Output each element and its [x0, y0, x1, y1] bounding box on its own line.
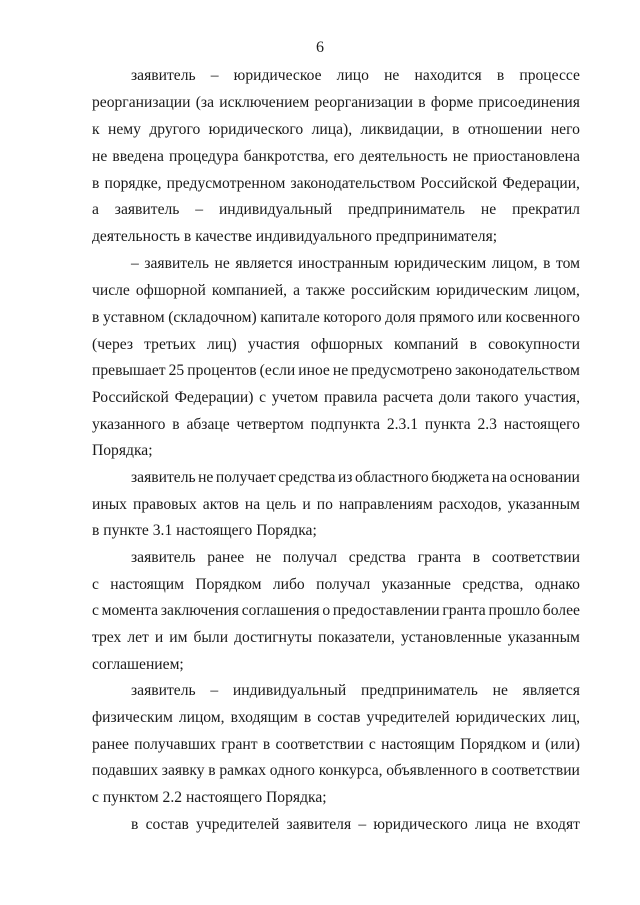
word: заключения: [160, 602, 239, 619]
word: в: [543, 255, 551, 272]
word: грант: [221, 736, 258, 753]
word: Российской: [92, 389, 169, 406]
word: основании: [509, 469, 580, 486]
word: индивидуальный: [232, 682, 347, 699]
text-line: [92, 281, 580, 301]
word: в: [418, 94, 426, 111]
word: а: [92, 201, 99, 218]
word: участия,: [524, 389, 580, 406]
word: (или): [545, 736, 580, 753]
word: числе: [92, 282, 130, 299]
word: –: [195, 201, 204, 218]
word: доли: [438, 389, 471, 406]
word: процессе: [519, 67, 580, 84]
word: установленные: [400, 629, 502, 646]
word: юридическое: [233, 67, 322, 84]
word: компанией,: [211, 282, 288, 299]
text-line: [92, 601, 580, 621]
word: учредителей: [196, 816, 280, 833]
word: получал: [316, 576, 371, 593]
word: учетом: [271, 389, 319, 406]
word: заявку: [161, 762, 205, 779]
text-line: [92, 147, 580, 167]
word: 2.3.1: [386, 416, 419, 433]
word: Федерации,: [502, 175, 580, 192]
word: законодательством: [290, 175, 416, 192]
word: указанным: [507, 496, 580, 513]
word: Федерации): [174, 389, 254, 406]
word: его: [333, 148, 355, 165]
word: с: [368, 736, 376, 753]
word: не: [480, 201, 497, 218]
text-line: [92, 575, 580, 595]
text-line: [131, 815, 580, 835]
word: –: [210, 67, 219, 84]
word: состав: [145, 816, 189, 833]
word: подпункта: [310, 416, 381, 433]
word: офшорных: [310, 336, 383, 353]
word: настоящего: [503, 416, 580, 433]
word: лицом,: [491, 255, 538, 272]
word: реорганизации: [92, 94, 191, 111]
word: правила: [323, 389, 378, 406]
word: не: [513, 816, 529, 833]
word: в: [480, 762, 489, 779]
word: более: [542, 602, 580, 619]
text-line: [92, 708, 580, 728]
word: российским: [351, 282, 431, 299]
word: на: [244, 496, 261, 513]
word: соответствии: [275, 736, 364, 753]
word: рамках: [219, 762, 267, 779]
word: заявитель: [131, 682, 196, 699]
word: другого: [149, 121, 201, 138]
word: лицом,: [534, 282, 580, 299]
word: актов: [202, 496, 239, 513]
text-line: [131, 681, 580, 701]
word: в: [452, 121, 460, 138]
word: реорганизации: [314, 94, 413, 111]
word: предоставлении: [332, 602, 440, 619]
text-line: [131, 548, 580, 568]
word: третьих: [144, 336, 196, 353]
word: заявитель: [144, 255, 209, 272]
word: приостановлена: [473, 148, 580, 165]
word: и: [154, 629, 164, 646]
word: банкротства,: [243, 148, 329, 165]
word: находится: [414, 67, 482, 84]
word: не: [332, 362, 349, 379]
word: подавших: [92, 762, 159, 779]
word: учредителей: [366, 709, 450, 726]
word: из: [337, 469, 353, 486]
word: лицом,: [178, 709, 225, 726]
word: юридического: [373, 816, 468, 833]
word: и: [302, 496, 311, 513]
word: лиц): [207, 336, 237, 353]
text-line: в пункте 3.1 настоящего Порядка;: [92, 522, 317, 539]
word: не: [452, 148, 469, 165]
word: им: [169, 629, 188, 646]
word: которого: [323, 309, 382, 326]
word: конкурса,: [318, 762, 383, 779]
text-line: [131, 468, 580, 488]
word: также: [306, 282, 346, 299]
word: настоящим: [110, 576, 184, 593]
word: совокупности: [488, 336, 580, 353]
word: расчета: [383, 389, 434, 406]
word: указанного: [92, 416, 166, 433]
word: в: [262, 736, 271, 753]
word: заявитель: [131, 469, 196, 486]
word: направлениям: [338, 496, 433, 513]
word: физическим: [92, 709, 173, 726]
word: достигнуты: [234, 629, 313, 646]
text-line: Порядка;: [92, 442, 153, 459]
word: с: [92, 576, 99, 593]
word: 2.3: [477, 416, 497, 433]
word: не: [214, 255, 230, 272]
word: предусмотрено: [351, 362, 453, 379]
word: юридического: [208, 121, 304, 138]
word: объявленного: [386, 762, 477, 779]
word: исключением: [219, 94, 310, 111]
text-line: [131, 254, 580, 274]
word: Порядком: [460, 736, 527, 753]
word: юридическим: [394, 255, 487, 272]
word: средства: [348, 549, 406, 566]
word: (складочном): [168, 309, 257, 326]
word: лет: [127, 629, 149, 646]
word: –: [131, 255, 139, 272]
text-line: [92, 761, 580, 781]
text-line: [92, 388, 580, 408]
word: состав: [317, 709, 361, 726]
word: является: [522, 682, 580, 699]
word: получал: [282, 549, 338, 566]
word: прямого: [419, 309, 474, 326]
text-line: [92, 120, 580, 140]
page-number: 6: [316, 39, 324, 56]
word: правовых: [133, 496, 197, 513]
word: заявителя: [286, 816, 352, 833]
word: юридическим: [436, 282, 529, 299]
word: четвертом: [236, 416, 304, 433]
word: нему: [107, 121, 141, 138]
word: офшорной: [135, 282, 206, 299]
word: а: [293, 282, 301, 299]
word: цель: [266, 496, 297, 513]
word: лица),: [311, 121, 353, 138]
word: него: [550, 121, 580, 138]
word: предприниматель: [360, 682, 478, 699]
word: том: [555, 255, 580, 272]
text-line: [92, 308, 580, 328]
word: прекратил: [512, 201, 580, 218]
text-line: [131, 66, 580, 86]
word: не: [255, 549, 272, 566]
word: пункта: [424, 416, 471, 433]
text-line: [92, 361, 580, 381]
word: одного: [269, 762, 315, 779]
word: предусмотренном: [166, 175, 286, 192]
word: и: [531, 736, 540, 753]
word: получает: [215, 469, 276, 486]
word: лиц,: [551, 709, 580, 726]
word: процедура: [169, 148, 239, 165]
word: 25: [168, 362, 185, 379]
word: отношении: [467, 121, 543, 138]
word: –: [358, 816, 367, 833]
text-line: [92, 200, 580, 220]
word: капитале: [260, 309, 320, 326]
word: лица: [475, 816, 507, 833]
text-line: соглашением;: [92, 656, 184, 673]
word: порядке,: [104, 175, 162, 192]
word: входят: [536, 816, 580, 833]
word: по: [316, 496, 333, 513]
word: указанным: [507, 629, 580, 646]
word: гранта: [442, 602, 486, 619]
word: –: [210, 682, 219, 699]
word: превышает: [92, 362, 166, 379]
word: в: [469, 336, 477, 353]
word: уставном: [102, 309, 165, 326]
word: входящим: [230, 709, 298, 726]
word: юридических: [455, 709, 546, 726]
word: такого: [476, 389, 519, 406]
word: доля: [385, 309, 416, 326]
word: является: [235, 255, 293, 272]
word: либо: [272, 576, 305, 593]
word: получавших: [134, 736, 216, 753]
word: участия: [247, 336, 300, 353]
word: или: [477, 309, 502, 326]
word: заявитель: [131, 549, 196, 566]
word: присоединения: [478, 94, 580, 111]
word: с: [92, 602, 99, 619]
text-line: [92, 93, 580, 113]
word: в: [92, 309, 100, 326]
word: средства,: [462, 576, 524, 593]
word: введена: [112, 148, 164, 165]
word: (за: [195, 94, 214, 111]
word: не: [92, 148, 108, 165]
word: лицо: [336, 67, 369, 84]
word: заявитель: [114, 201, 180, 218]
word: соответствии: [491, 762, 580, 779]
word: иное: [298, 362, 330, 379]
word: ликвидации,: [360, 121, 444, 138]
word: прошло: [488, 602, 541, 619]
word: указанные: [381, 576, 451, 593]
word: Порядком: [195, 576, 262, 593]
word: деятельность: [359, 148, 448, 165]
text-line: [92, 335, 580, 355]
word: законодательством: [455, 362, 580, 379]
word: иных: [92, 496, 127, 513]
word: в: [208, 762, 216, 779]
word: гранта: [417, 549, 462, 566]
word: индивидуальный: [218, 201, 333, 218]
word: в: [131, 816, 139, 833]
word: процентов: [187, 362, 257, 379]
word: не: [198, 469, 214, 486]
text-line: [92, 735, 580, 755]
word: (если: [259, 362, 296, 379]
word: соглашения: [241, 602, 320, 619]
word: однако: [534, 576, 580, 593]
text-line: деятельность в качестве индивидуального предпринимателя;: [92, 228, 498, 245]
word: в: [496, 67, 505, 84]
word: в: [303, 709, 312, 726]
word: (через: [92, 336, 134, 353]
word: не: [384, 67, 400, 84]
word: форме: [430, 94, 474, 111]
text-line: [92, 174, 580, 194]
word: были: [193, 629, 229, 646]
text-line: [92, 495, 580, 515]
word: в: [92, 175, 100, 192]
word: Российской: [420, 175, 498, 192]
word: на: [491, 469, 508, 486]
word: иностранным: [298, 255, 389, 272]
word: в: [172, 416, 180, 433]
word: заявитель: [131, 67, 196, 84]
word: не: [492, 682, 508, 699]
word: показатели,: [318, 629, 395, 646]
text-line: [92, 415, 580, 435]
word: с: [259, 389, 267, 406]
word: бюджета: [431, 469, 490, 486]
word: соответствии: [491, 549, 580, 566]
word: в: [472, 549, 481, 566]
word: ранее: [92, 736, 129, 753]
word: предприниматель: [348, 201, 466, 218]
word: областного: [354, 469, 429, 486]
word: трех: [92, 629, 122, 646]
word: момента: [101, 602, 159, 619]
word: компаний: [394, 336, 459, 353]
word: расходов,: [438, 496, 502, 513]
word: абзаце: [186, 416, 230, 433]
word: настоящим: [381, 736, 455, 753]
word: косвенного: [505, 309, 580, 326]
text-line: с пунктом 2.2 настоящего Порядка;: [92, 789, 327, 806]
word: средства: [278, 469, 336, 486]
word: о: [322, 602, 331, 619]
text-line: [92, 628, 580, 648]
word: ранее: [207, 549, 245, 566]
word: к: [92, 121, 100, 138]
